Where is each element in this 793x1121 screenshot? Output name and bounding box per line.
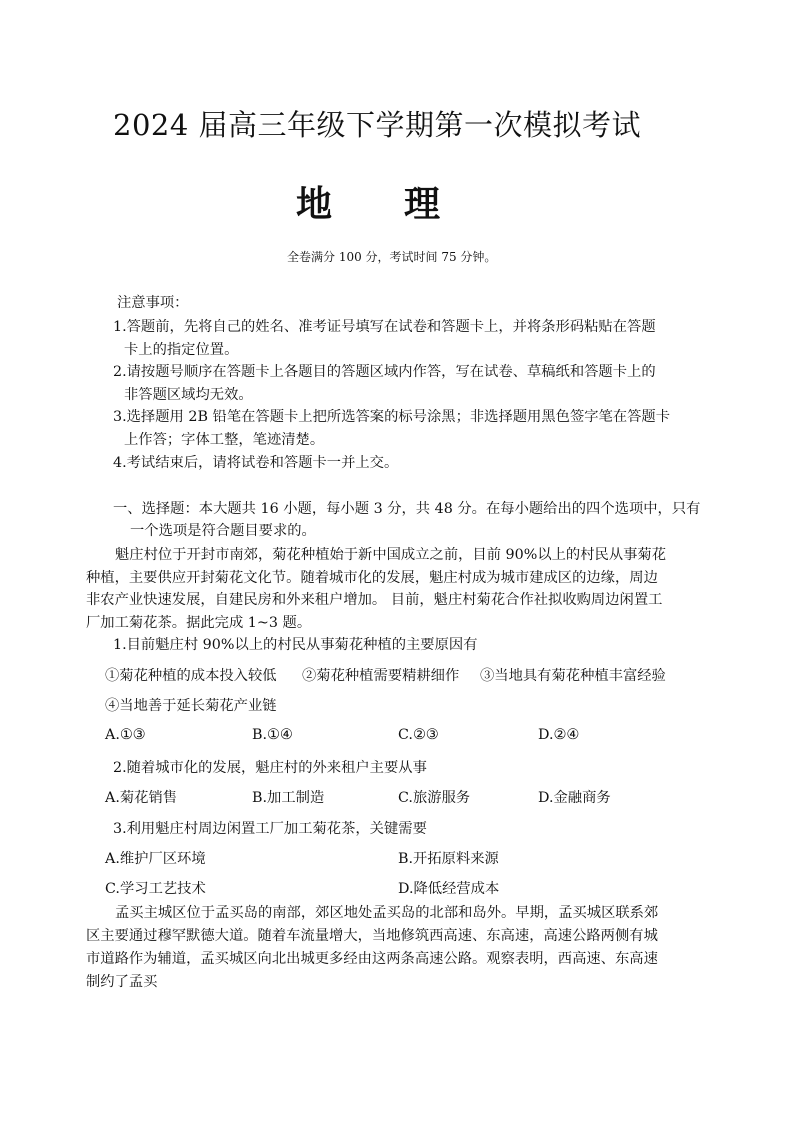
notice-item-2-line-1: 2.请按题号顺序在答题卡上各题目的答题区域内作答，写在试卷、草稿纸和答题卡上的 bbox=[113, 364, 656, 380]
question-3-option-b: B.开拓原料来源 bbox=[398, 851, 499, 867]
passage-2-line-1: 孟买主城区位于孟买岛的南部，郊区地处孟买岛的北部和岛外。早期，孟买城区联系郊 bbox=[115, 905, 659, 921]
question-1-option-b: B.①④ bbox=[252, 727, 293, 743]
notice-item-3-line-2: 上作答；字体工整，笔迹清楚。 bbox=[124, 432, 325, 448]
question-2-option-b: B.加工制造 bbox=[252, 790, 325, 806]
passage-2-line-2: 区主要通过穆罕默德大道。随着车流量增大，当地修筑西高速、东高速，高速公路两侧有城 bbox=[86, 928, 658, 944]
notice-item-1-line-2: 卡上的指定位置。 bbox=[124, 342, 239, 358]
exam-title: 2024 届高三年级下学期第一次模拟考试 bbox=[113, 108, 642, 142]
question-3-stem: 3.利用魁庄村周边闲置工厂加工菊花茶，关键需要 bbox=[113, 821, 427, 837]
question-2-option-a: A.菊花销售 bbox=[105, 790, 178, 806]
question-1-option-a: A.①③ bbox=[105, 727, 146, 743]
passage-1-line-4: 厂加工菊花茶。据此完成 1~3 题。 bbox=[86, 615, 312, 631]
passage-2-line-3: 市道路作为辅道，孟买城区向北出城更多经由这两条高速公路。观察表明，西高速、东高速 bbox=[86, 951, 658, 967]
question-2-stem: 2.随着城市化的发展，魁庄村的外来租户主要从事 bbox=[113, 760, 427, 776]
question-1-statement-3: ③当地具有菊花种植丰富经验 bbox=[480, 668, 666, 684]
notice-item-3-line-1: 3.选择题用 2B 铅笔在答题卡上把所选答案的标号涂黑；非选择题用黑色签字笔在答题卡 bbox=[113, 409, 671, 425]
question-1-stem: 1.目前魁庄村 90%以上的村民从事菊花种植的主要原因有 bbox=[113, 637, 478, 653]
passage-1-line-3: 非农产业快速发展，自建民房和外来租户增加。 目前，魁庄村菊花合作社拟收购周边闲置工 bbox=[86, 592, 663, 608]
passage-2-line-4: 制约了孟买 bbox=[86, 974, 158, 990]
question-1-option-c: C.②③ bbox=[398, 727, 439, 743]
notice-heading: 注意事项： bbox=[117, 295, 189, 311]
question-3-option-c: C.学习工艺技术 bbox=[105, 881, 206, 897]
question-3-option-d: D.降低经营成本 bbox=[398, 881, 500, 897]
question-1-statement-1: ①菊花种植的成本投入较低 bbox=[105, 668, 277, 684]
subject-title: 地 理 bbox=[296, 183, 441, 225]
passage-1-line-1: 魁庄村位于开封市南郊，菊花种植始于新中国成立之前，目前 90%以上的村民从事菊花 bbox=[115, 547, 667, 563]
question-3-option-a: A.维护厂区环境 bbox=[105, 851, 206, 867]
score-note: 全卷满分 100 分，考试时间 75 分钟。 bbox=[287, 250, 497, 264]
question-2-option-d: D.金融商务 bbox=[538, 790, 611, 806]
section-heading-line-1: 一、选择题：本大题共 16 小题，每小题 3 分，共 48 分。在每小题给出的四个选项中，只有 bbox=[113, 501, 701, 517]
question-1-statement-4: ④当地善于延长菊花产业链 bbox=[105, 698, 277, 714]
section-heading-line-2: 一个选项是符合题目要求的。 bbox=[130, 523, 316, 539]
notice-item-2-line-2: 非答题区域均无效。 bbox=[124, 387, 253, 403]
notice-item-4: 4.考试结束后，请将试卷和答题卡一并上交。 bbox=[113, 455, 399, 471]
question-2-option-c: C.旅游服务 bbox=[398, 790, 471, 806]
notice-item-1-line-1: 1.答题前，先将自己的姓名、准考证号填写在试卷和答题卡上，并将条形码粘贴在答题 bbox=[113, 319, 656, 335]
question-1-option-d: D.②④ bbox=[538, 727, 580, 743]
passage-1-line-2: 种植，主要供应开封菊花文化节。随着城市化的发展，魁庄村成为城市建成区的边缘，周边 bbox=[86, 570, 658, 586]
question-1-statement-2: ②菊花种植需要精耕细作 bbox=[302, 668, 460, 684]
